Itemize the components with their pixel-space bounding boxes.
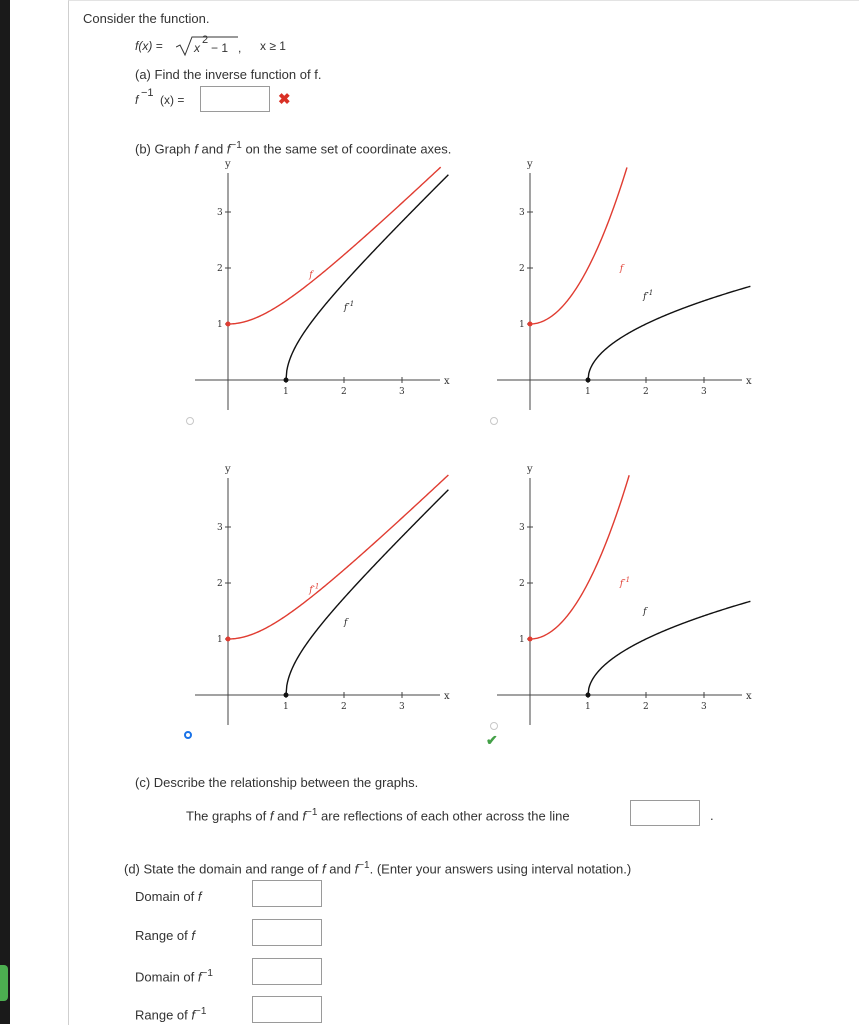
graph-option-bottom-right[interactable] [492,460,757,730]
x-tick-label: 1 [585,702,591,712]
range-finv-input[interactable] [252,996,322,1023]
y-tick-label: 2 [519,264,525,274]
range-finv-label [135,1006,206,1022]
black-curve-label: $f^{-1}$ [344,300,355,313]
red-curve-label: f [309,270,313,281]
part-d-and: and [325,861,355,877]
red-curve [228,167,441,324]
red-curve [530,167,627,324]
black-curve [588,601,750,695]
window-edge-tab [0,965,8,1001]
y-tick-label: 3 [217,523,223,533]
part-d-finv: f [354,861,359,877]
domain-f-label [135,889,202,904]
part-c-f: f [269,808,274,824]
part-c-exp: −1 [306,807,318,818]
black-curve-endpoint [586,693,591,698]
y-tick-label: 2 [519,579,525,589]
red-curve [228,475,448,639]
part-d-f: f [322,861,326,877]
domain-finv-label [135,968,213,984]
y-tick-label: 2 [217,264,223,274]
function-lhs: f(x) = [135,39,163,53]
domain-finv-input[interactable] [252,958,322,985]
graph-option-top-left[interactable] [190,155,455,415]
part-c-sentence [186,807,570,823]
red-curve-label-exp: -1 [312,582,320,591]
domain-finv-text: Domain of [135,969,198,985]
y-tick-label: 3 [519,208,525,218]
range-f-fn: f [191,928,195,943]
black-curve-label: f [344,618,348,628]
graph-option-radio-top-left[interactable] [186,417,194,425]
graph-option-top-right[interactable] [492,155,757,415]
x-tick-label: 2 [341,387,347,397]
part-a-prompt: (a) Find the inverse function of f. [135,67,322,82]
red-curve-label: f [619,263,624,274]
reflection-line-input[interactable] [630,800,700,826]
y-tick-label: 3 [519,523,525,533]
red-curve-label-exp: -1 [623,575,631,584]
x-tick-label: 2 [643,387,649,397]
black-curve-label: f [643,606,647,617]
part-b-finv: f [226,141,231,157]
part-a-f: f [135,93,139,107]
root-comma: , [238,41,242,55]
red-curve-endpoint [226,637,231,642]
x-tick-label: 3 [399,702,405,712]
y-tick-label: 1 [217,320,223,330]
red-curve-endpoint [528,322,533,327]
part-c-period: . [710,808,714,823]
x-tick-label: 2 [643,702,649,712]
inverse-function-input[interactable] [200,86,270,112]
range-finv-fn: f [191,1007,195,1023]
part-b-f: f [194,141,198,157]
part-d-end: . (Enter your answers using interval notation.) [369,861,632,877]
graph-option-radio-bottom-left[interactable] [184,731,192,739]
part-c-finv: f [302,808,306,824]
red-curve-label: $f^{-1}$ [309,582,320,596]
black-curve-label-exp: -1 [646,288,654,297]
window-edge [0,0,10,1024]
x-axis-label: x [444,376,450,387]
x-axis-label: x [746,691,752,702]
part-c-prompt: (c) Describe the relationship between the graphs. [135,775,419,790]
red-curve [530,475,629,639]
part-d-exp: −1 [358,860,370,871]
part-d-start: (d) State the domain and range of [124,861,323,877]
red-curve-endpoint [226,322,231,327]
x-axis-label: x [746,376,752,387]
x-tick-label: 1 [283,387,289,397]
part-b-end: on the same set of coordinate axes. [241,141,452,157]
range-f-label [135,928,195,943]
y-axis-label: y [527,464,533,475]
part-c-and: and [273,808,303,824]
graph-option-bottom-left[interactable] [190,460,455,730]
domain-f-input[interactable] [252,880,322,907]
y-tick-label: 1 [519,320,525,330]
x-tick-label: 3 [701,702,707,712]
y-tick-label: 3 [217,208,223,218]
part-b-start: (b) Graph [135,141,195,157]
part-a-rest: (x) = [160,93,185,107]
x-tick-label: 3 [701,387,707,397]
x-tick-label: 1 [283,702,289,712]
part-c-end: are reflections of each other across the line [317,808,570,824]
part-b-prompt [135,140,451,156]
y-tick-label: 2 [217,579,223,589]
x-axis-label: x [444,691,450,702]
radicand-base: x [194,41,200,55]
part-d-prompt [124,860,631,876]
range-finv-text: Range of [135,1007,192,1023]
graph-option-radio-top-right[interactable] [490,417,498,425]
range-f-input[interactable] [252,919,322,946]
y-axis-label: y [225,464,231,475]
black-curve-label-exp: -1 [347,300,355,308]
y-axis-label: y [225,159,231,170]
red-curve-label: $f^{-1}$ [619,575,631,589]
y-axis-label: y [527,159,533,170]
domain-f-fn: f [197,889,202,904]
radicand-exponent: 2 [202,34,209,46]
incorrect-icon: ✖ [278,91,291,108]
domain-condition: x ≥ 1 [260,39,286,53]
domain-finv-fn: f [197,969,202,985]
black-curve-endpoint [284,693,289,698]
intro-text: Consider the function. [83,11,210,26]
domain-f-text: Domain of [135,889,198,904]
y-tick-label: 1 [519,635,525,645]
radicand-rest: − 1 [211,41,229,55]
part-c-start: The graphs of [186,808,270,824]
range-finv-exp: −1 [195,1006,207,1017]
red-curve-endpoint [528,637,533,642]
part-b-exp: −1 [230,140,242,151]
x-tick-label: 1 [585,387,591,397]
x-tick-label: 3 [399,387,405,397]
black-curve [588,286,750,380]
y-tick-label: 1 [217,635,223,645]
black-curve-label: $f^{-1}$ [643,288,654,302]
domain-finv-exp: −1 [201,968,213,979]
part-a-exp: −1 [141,87,154,99]
part-b-and: and [197,141,227,157]
x-tick-label: 2 [341,702,347,712]
black-curve-endpoint [284,378,289,383]
black-curve-endpoint [586,378,591,383]
range-f-text: Range of [135,928,192,943]
correct-check-icon: ✔ [486,732,498,748]
